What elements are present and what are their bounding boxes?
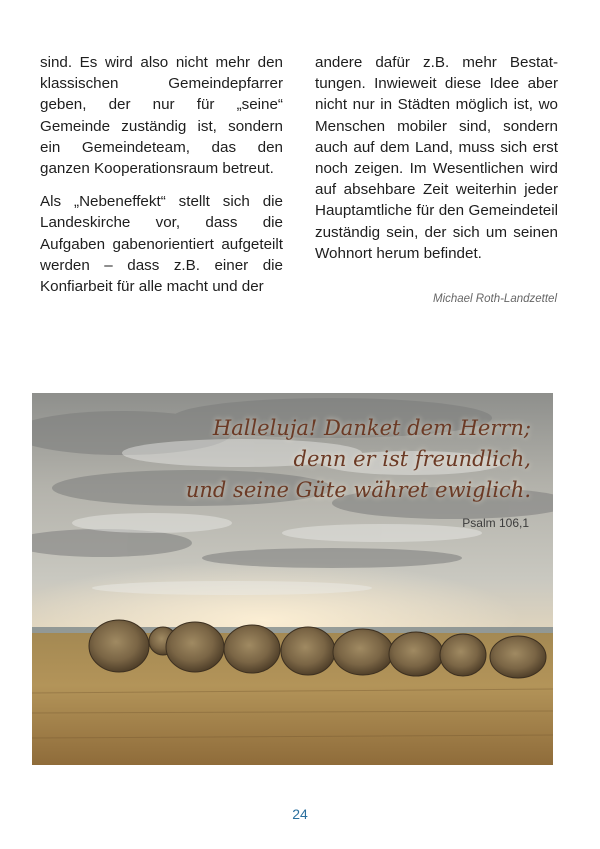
article-paragraph: sind. Es wird also nicht mehr den klassischen Gemeindepfarrer geben, der nur für „seine“ Gemeinde zuständig ist, sondern ein Gemeindeteam, das den ganzen Kooperationsraum betreut. xyxy=(40,54,283,178)
hay-bales-photo xyxy=(32,393,553,765)
article-author: Michael Roth-Landzettel xyxy=(432,293,557,305)
verse-reference: Psalm 106,1 xyxy=(462,516,529,530)
article-paragraph: andere dafür z.B. mehr Bestattungen. Inwieweit diese Idee aber nicht nur in Städten möglich ist, wo Menschen mobiler sind, sondern auch auf dem Land, muss sich erst noch zeigen. Im Wesentlichen wird auf absehbare Zeit weiterhin jeder Hauptamtliche für den Gemeindeteil zuständig sein, der sich um seinen Wohnort herum befindet. xyxy=(315,54,558,262)
bible-verse xyxy=(186,413,531,506)
page-number: 24 xyxy=(292,806,308,822)
article-paragraph: Als „Nebeneffekt“ stellt sich die Landeskirche vor, dass die Aufgaben gabenorientiert aufgeteilt werden – dass z.B. einer die Konfiarbeit für alle macht und der xyxy=(40,193,283,296)
article-column-left xyxy=(40,52,283,297)
verse-line: denn er ist freundlich, xyxy=(293,447,531,471)
article-column-right xyxy=(315,52,558,264)
verse-line: Halleluja! Danket dem Herrn; xyxy=(212,416,531,440)
verse-line: und seine Güte währet ewiglich. xyxy=(185,478,531,502)
